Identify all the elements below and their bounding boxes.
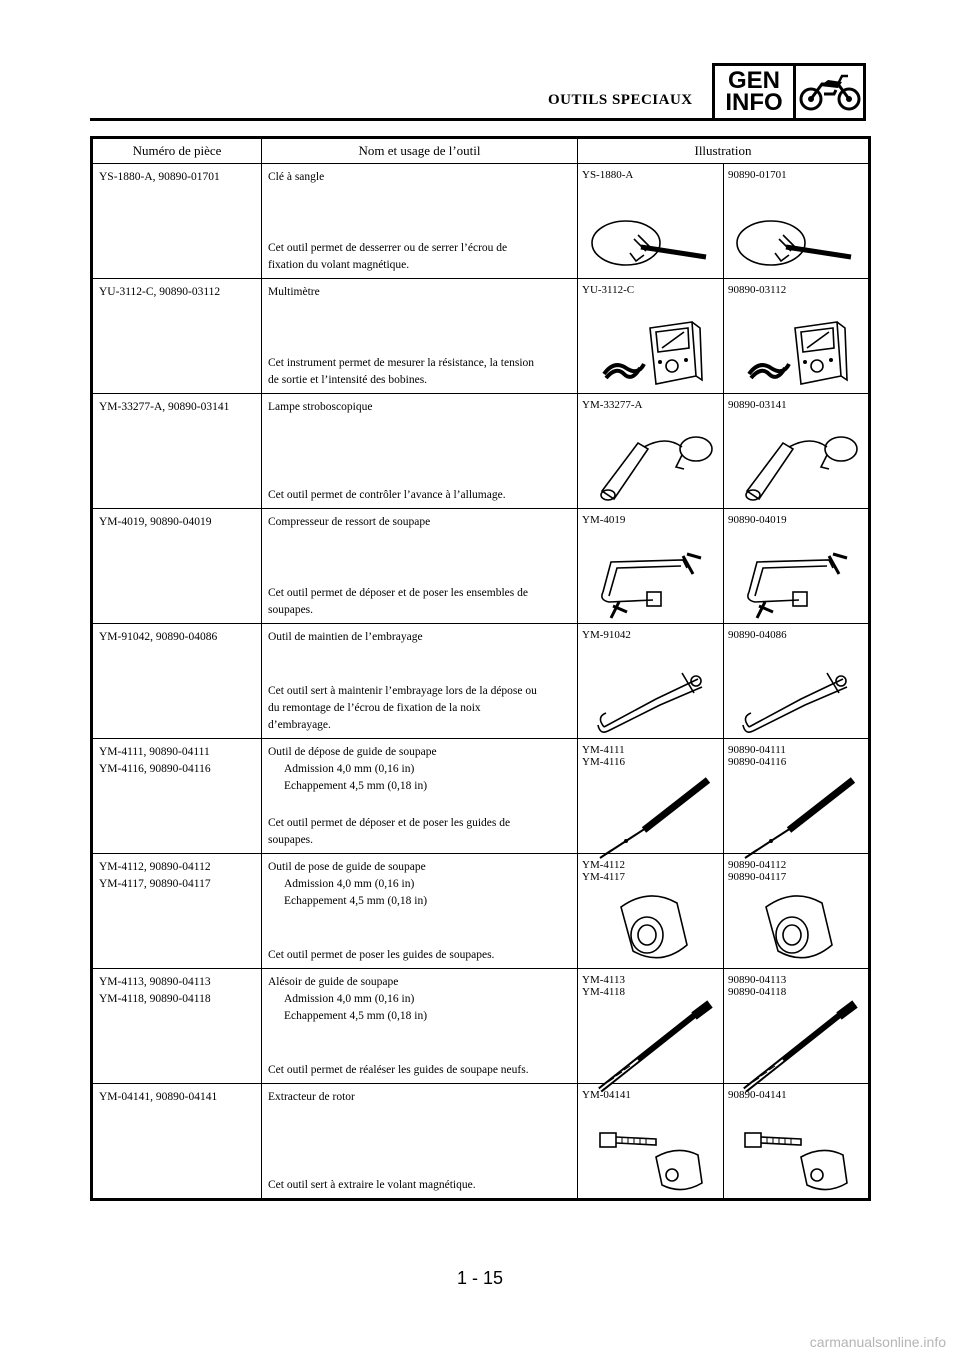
table-row <box>92 164 870 279</box>
illustration-cell <box>578 969 724 1084</box>
special-tools-table <box>90 136 871 1201</box>
multimeter-icon <box>582 296 719 390</box>
tool-usage: Cet outil permet de desserrer ou de serrer l’écrou de <box>268 242 508 254</box>
badge-line-1: GEN <box>727 67 780 94</box>
tool-name: Compresseur de ressort de soupape <box>268 516 431 528</box>
illustration-label: 90890-04117 <box>728 871 787 883</box>
reamer-icon <box>582 998 719 1098</box>
part-number: YM-4118, 90890-04118 <box>99 993 211 1005</box>
tool-description-cell <box>262 279 578 394</box>
illustration-label: 90890-03141 <box>728 399 787 411</box>
part-number: YM-33277-A, 90890-03141 <box>99 401 230 413</box>
illustration-cell <box>724 739 870 854</box>
table-row <box>92 854 870 969</box>
illustration-cell <box>578 509 724 624</box>
tool-usage: soupapes. <box>268 604 314 616</box>
tool-name: Multimètre <box>268 286 320 298</box>
clutch-holder-icon <box>728 641 864 735</box>
part-number-cell <box>92 394 262 509</box>
illustration-cell <box>724 1084 870 1200</box>
part-number-cell <box>92 509 262 624</box>
tool-spec: Echappement 4,5 mm (0,18 in) <box>284 895 428 907</box>
table-row <box>92 279 870 394</box>
illustration-label: 90890-04113 <box>728 974 787 986</box>
table-row <box>92 624 870 739</box>
part-number: YM-4116, 90890-04116 <box>99 763 211 775</box>
header-tool-name: Nom et usage de l’outil <box>262 138 578 164</box>
part-number: YM-4112, 90890-04112 <box>99 861 211 873</box>
tool-name: Lampe stroboscopique <box>268 401 373 413</box>
illustration-label: 90890-04019 <box>728 514 787 526</box>
tool-description-cell <box>262 624 578 739</box>
valve-guide-installer-icon <box>728 883 864 973</box>
illustration-label: YS-1880-A <box>582 169 634 181</box>
badge-line-2: INFO <box>725 89 783 116</box>
illustration-label: YM-4113 <box>582 974 625 986</box>
part-number-cell <box>92 624 262 739</box>
tool-usage: Cet instrument permet de mesurer la résistance, la tension <box>268 357 535 369</box>
part-number: YS-1880-A, 90890-01701 <box>99 171 220 183</box>
tool-description-cell <box>262 509 578 624</box>
illustration-label: YM-4116 <box>582 756 625 768</box>
tool-description-cell <box>262 969 578 1084</box>
part-number: YM-4117, 90890-04117 <box>99 878 211 890</box>
illustration-label: 90890-03112 <box>728 284 787 296</box>
tool-name: Outil de dépose de guide de soupape <box>268 746 437 758</box>
tool-usage: Cet outil permet de déposer et de poser les ensembles de <box>268 587 528 599</box>
illustration-label: YM-4111 <box>582 744 625 756</box>
illustration-cell <box>724 969 870 1084</box>
timing-light-icon <box>582 411 719 505</box>
tool-usage: Cet outil permet de poser les guides de soupapes. <box>268 949 495 961</box>
multimeter-icon <box>728 296 864 390</box>
rotor-puller-icon <box>582 1101 719 1195</box>
illustration-cell <box>578 854 724 969</box>
tool-spec: Echappement 4,5 mm (0,18 in) <box>284 1010 428 1022</box>
table-row <box>92 394 870 509</box>
illustration-cell <box>578 1084 724 1200</box>
valve-spring-compressor-icon <box>728 526 864 620</box>
reamer-icon <box>728 998 864 1098</box>
valve-guide-installer-icon <box>582 883 719 973</box>
part-number-cell <box>92 854 262 969</box>
header-rule <box>90 118 712 121</box>
part-number: YM-04141, 90890-04141 <box>99 1091 218 1103</box>
tool-description-cell <box>262 854 578 969</box>
valve-spring-compressor-icon <box>582 526 719 620</box>
tool-description-cell <box>262 394 578 509</box>
section-title: OUTILS SPECIAUX <box>548 92 693 108</box>
illustration-label: 90890-04112 <box>728 859 787 871</box>
valve-guide-remover-icon <box>728 768 864 868</box>
illustration-cell <box>724 624 870 739</box>
illustration-label: 90890-04118 <box>728 986 787 998</box>
table-row <box>92 739 870 854</box>
illustration-label: 90890-04141 <box>728 1089 787 1101</box>
tool-usage: Cet outil permet de contrôler l’avance à l’allumage. <box>268 489 506 501</box>
part-number: YM-4113, 90890-04113 <box>99 976 211 988</box>
part-number-cell <box>92 969 262 1084</box>
tool-usage: fixation du volant magnétique. <box>268 259 410 271</box>
badge-text <box>715 66 796 118</box>
tool-usage: du remontage de l’écrou de fixation de la noix <box>268 702 481 714</box>
tool-name: Clé à sangle <box>268 171 325 183</box>
rotor-puller-icon <box>728 1101 864 1195</box>
tool-usage: Cet outil permet de réaléser les guides de soupape neufs. <box>268 1064 529 1076</box>
tool-description-cell <box>262 1084 578 1200</box>
clutch-holder-icon <box>582 641 719 735</box>
part-number-cell <box>92 279 262 394</box>
part-number-cell <box>92 1084 262 1200</box>
part-number: YM-91042, 90890-04086 <box>99 631 218 643</box>
watermark: carmanualsonline.info <box>809 1334 946 1350</box>
illustration-cell <box>578 164 724 279</box>
illustration-label: YM-4112 <box>582 859 625 871</box>
part-number-cell <box>92 164 262 279</box>
illustration-cell <box>724 164 870 279</box>
illustration-cell <box>578 279 724 394</box>
tool-name: Outil de pose de guide de soupape <box>268 861 426 873</box>
page-number: 1 - 15 <box>456 1268 504 1288</box>
illustration-label: 90890-01701 <box>728 169 787 181</box>
tool-usage: Cet outil sert à maintenir l’embrayage lors de la dépose ou <box>268 685 537 697</box>
tool-description-cell <box>262 164 578 279</box>
illustration-cell <box>578 624 724 739</box>
illustration-cell <box>578 739 724 854</box>
illustration-cell <box>578 394 724 509</box>
valve-guide-remover-icon <box>582 768 719 868</box>
illustration-label: YM-4118 <box>582 986 625 998</box>
part-number-cell <box>92 739 262 854</box>
tool-spec: Admission 4,0 mm (0,16 in) <box>284 763 415 775</box>
tool-name: Alésoir de guide de soupape <box>268 976 399 988</box>
section-badge <box>712 63 866 121</box>
tool-description-cell <box>262 739 578 854</box>
tool-spec: Admission 4,0 mm (0,16 in) <box>284 878 415 890</box>
illustration-cell <box>724 394 870 509</box>
tool-spec: Echappement 4,5 mm (0,18 in) <box>284 780 428 792</box>
illustration-label: YU-3112-C <box>582 284 635 296</box>
table-row <box>92 509 870 624</box>
illustration-cell <box>724 509 870 624</box>
illustration-label: 90890-04086 <box>728 629 787 641</box>
tool-name: Extracteur de rotor <box>268 1091 355 1103</box>
illustration-cell <box>724 854 870 969</box>
tool-spec: Admission 4,0 mm (0,16 in) <box>284 993 415 1005</box>
illustration-label: 90890-04116 <box>728 756 787 768</box>
illustration-label: YM-04141 <box>582 1089 631 1101</box>
tool-usage: soupapes. <box>268 834 314 846</box>
part-number: YM-4019, 90890-04019 <box>99 516 212 528</box>
part-number: YM-4111, 90890-04111 <box>99 746 210 758</box>
table-header-row <box>92 138 870 164</box>
header-illustration: Illustration <box>578 138 870 164</box>
part-number: YU-3112-C, 90890-03112 <box>99 286 221 298</box>
illustration-label: YM-4019 <box>582 514 626 526</box>
illustration-cell <box>724 279 870 394</box>
illustration-label: YM-33277-A <box>582 399 643 411</box>
tool-usage: de sortie et l’intensité des bobines. <box>268 374 428 386</box>
table-row <box>92 969 870 1084</box>
tool-usage: Cet outil sert à extraire le volant magnétique. <box>268 1179 476 1191</box>
timing-light-icon <box>728 411 864 505</box>
table-row <box>92 1084 870 1200</box>
tool-name: Outil de maintien de l’embrayage <box>268 631 423 643</box>
motorcycle-icon <box>796 66 863 118</box>
strap-wrench-icon <box>728 181 864 275</box>
illustration-label: YM-91042 <box>582 629 631 641</box>
illustration-label: YM-4117 <box>582 871 625 883</box>
strap-wrench-icon <box>582 181 719 275</box>
header-part-number: Numéro de pièce <box>92 138 262 164</box>
tool-usage: Cet outil permet de déposer et de poser les guides de <box>268 817 511 829</box>
tool-usage: d’embrayage. <box>268 719 331 731</box>
illustration-label: 90890-04111 <box>728 744 786 756</box>
